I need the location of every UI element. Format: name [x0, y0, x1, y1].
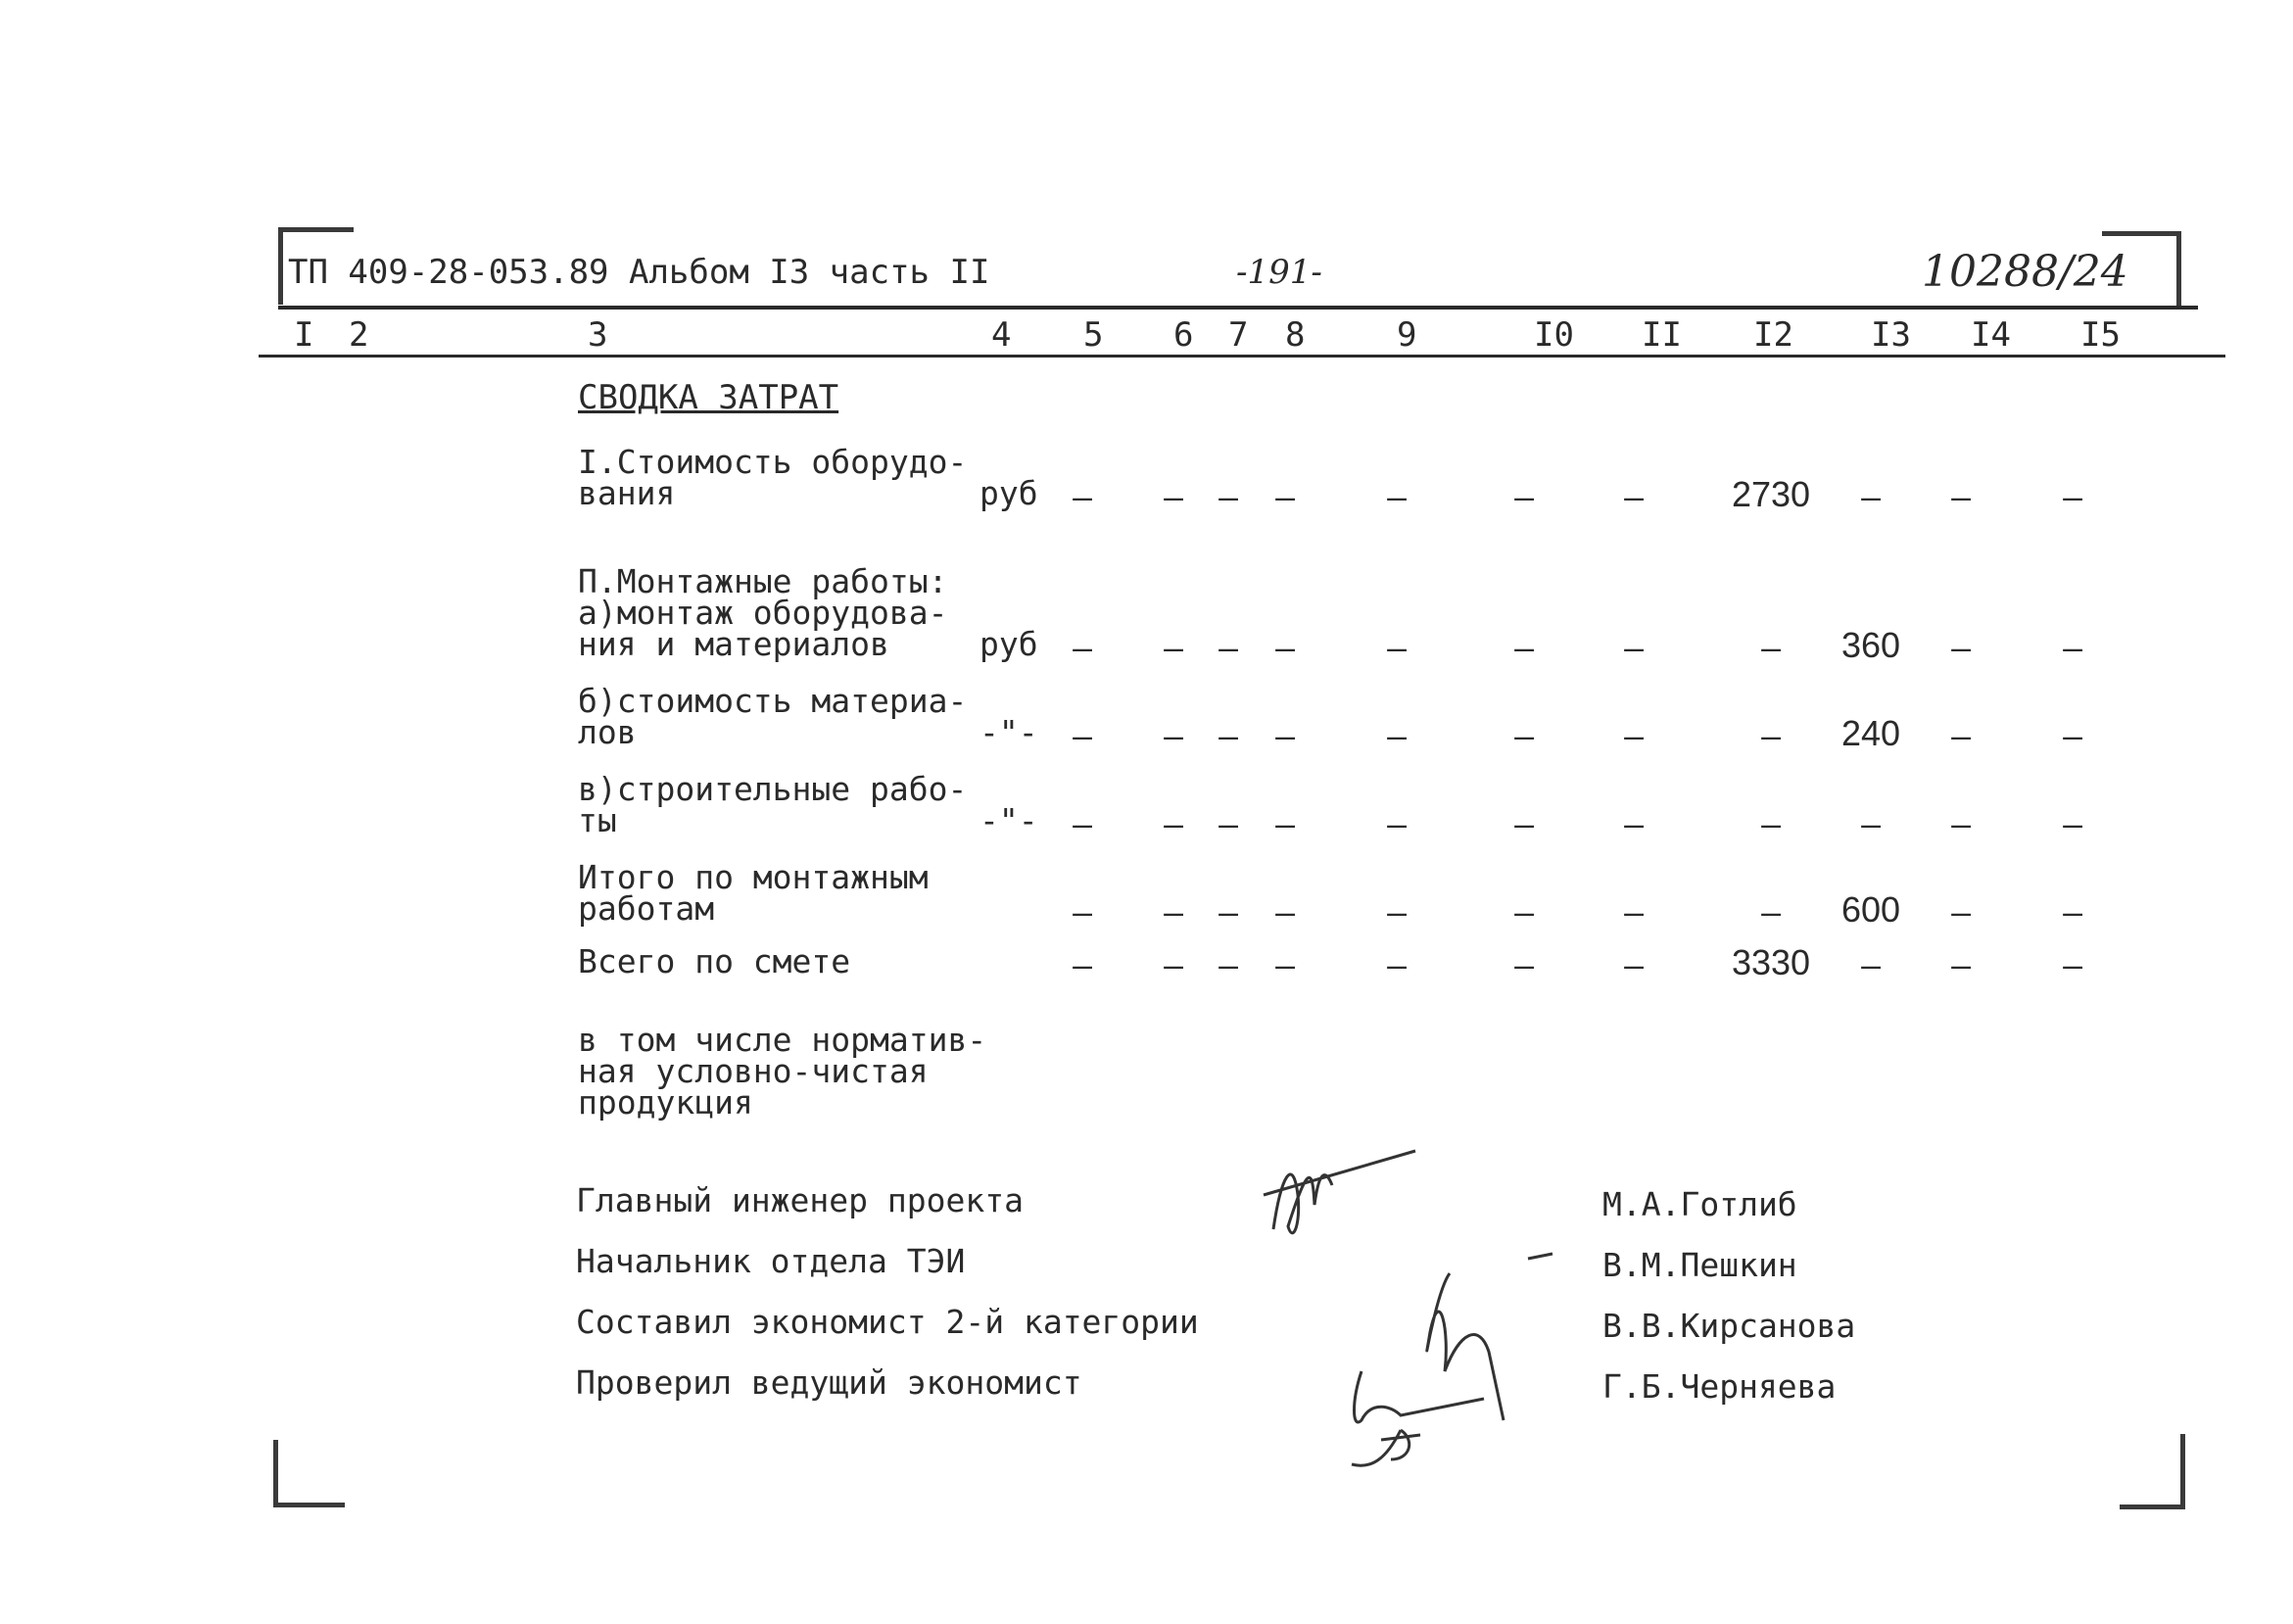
dash-cell: –: [1164, 629, 1183, 667]
signatory-role: Составил экономист 2-й категории: [576, 1303, 1199, 1341]
column-number: I5: [2080, 315, 2121, 355]
signatory-role: Начальник отдела ТЭИ: [576, 1242, 966, 1280]
column-number: 9: [1397, 315, 1417, 355]
row-label: I.Стоимость оборудо- вания: [578, 443, 968, 512]
dash-cell: –: [2063, 946, 2082, 984]
dash-cell: –: [1861, 805, 1881, 843]
column-number: 6: [1173, 315, 1194, 355]
dash-cell: –: [1624, 478, 1644, 516]
column-number: 8: [1285, 315, 1306, 355]
row-label: Всего по смете: [578, 942, 851, 980]
row-label: а)монтаж оборудова- ния и материалов: [578, 594, 948, 663]
corner-bracket-bottom-left: [273, 1440, 345, 1507]
dash-cell: –: [1624, 893, 1644, 931]
dash-cell: –: [1218, 629, 1238, 667]
dash-cell: –: [1073, 717, 1092, 755]
dash-cell: –: [1861, 946, 1881, 984]
cost-value: 600: [1840, 889, 1901, 930]
row-unit: руб: [979, 474, 1038, 512]
dash-cell: –: [1275, 717, 1295, 755]
signatory-role: Главный инженер проекта: [576, 1181, 1024, 1219]
section-title: СВОДКА ЗАТРАТ: [578, 378, 839, 417]
dash-cell: –: [1861, 478, 1881, 516]
dash-cell: –: [1073, 629, 1092, 667]
header-rule: [278, 306, 2198, 310]
dash-cell: –: [1951, 478, 1971, 516]
dash-cell: –: [2063, 629, 2082, 667]
column-number: I4: [1971, 315, 2011, 355]
dash-cell: –: [1624, 805, 1644, 843]
dash-cell: –: [2063, 717, 2082, 755]
signature-peshkin: [1427, 1254, 1553, 1420]
dash-cell: –: [1164, 946, 1183, 984]
dash-cell: –: [1073, 946, 1092, 984]
dash-cell: –: [1761, 717, 1781, 755]
signatory-name: В.В.Кирсанова: [1602, 1307, 1856, 1345]
column-rule: [259, 355, 2225, 358]
dash-cell: –: [1275, 478, 1295, 516]
dash-cell: –: [1275, 893, 1295, 931]
dash-cell: –: [1624, 717, 1644, 755]
signature-kirsanova: [1355, 1371, 1485, 1422]
dash-cell: –: [1073, 478, 1092, 516]
corner-bracket-bottom-right: [2120, 1434, 2185, 1509]
signature-chernyaeva: [1352, 1430, 1420, 1465]
column-number: I3: [1871, 315, 1911, 355]
dash-cell: –: [1514, 946, 1534, 984]
column-number: I0: [1534, 315, 1574, 355]
dash-cell: –: [1218, 478, 1238, 516]
cost-value: 2730: [1731, 474, 1811, 514]
row-label: в)строительные рабо- ты: [578, 770, 968, 839]
cost-value: 3330: [1731, 942, 1811, 982]
cost-value: 360: [1840, 625, 1901, 665]
dash-cell: –: [1951, 629, 1971, 667]
dash-cell: –: [1951, 946, 1971, 984]
row-unit: руб: [979, 625, 1038, 663]
dash-cell: –: [2063, 893, 2082, 931]
dash-cell: –: [1761, 893, 1781, 931]
column-number: II: [1642, 315, 1682, 355]
dash-cell: –: [1624, 946, 1644, 984]
dash-cell: –: [1218, 717, 1238, 755]
column-number: 3: [588, 315, 608, 355]
dash-cell: –: [1514, 805, 1534, 843]
column-number: 5: [1083, 315, 1104, 355]
page-number: -191-: [1236, 253, 1322, 292]
column-number: I2: [1753, 315, 1793, 355]
row-label: П.Монтажные работы:: [578, 562, 948, 600]
row-unit: -"-: [979, 801, 1038, 839]
column-number: I: [294, 315, 314, 355]
dash-cell: –: [1275, 805, 1295, 843]
dash-cell: –: [1514, 478, 1534, 516]
dash-cell: –: [1275, 946, 1295, 984]
column-number: 4: [991, 315, 1012, 355]
column-number: 7: [1228, 315, 1249, 355]
dash-cell: –: [1387, 893, 1407, 931]
dash-cell: –: [1624, 629, 1644, 667]
dash-cell: –: [1514, 629, 1534, 667]
dash-cell: –: [1951, 717, 1971, 755]
dash-cell: –: [1387, 629, 1407, 667]
signatory-name: В.М.Пешкин: [1602, 1246, 1797, 1284]
row-unit: -"-: [979, 713, 1038, 751]
dash-cell: –: [1218, 893, 1238, 931]
dash-cell: –: [2063, 805, 2082, 843]
dash-cell: –: [1951, 805, 1971, 843]
dash-cell: –: [1387, 946, 1407, 984]
archive-number: 10288/24: [1922, 247, 2128, 297]
column-number: 2: [349, 315, 369, 355]
dash-cell: –: [1164, 805, 1183, 843]
dash-cell: –: [1164, 717, 1183, 755]
dash-cell: –: [1387, 478, 1407, 516]
row-label: Итого по монтажным работам: [578, 858, 929, 928]
handwritten-signatures: [1254, 1136, 1567, 1469]
dash-cell: –: [1218, 805, 1238, 843]
signatory-name: Г.Б.Черняева: [1602, 1367, 1837, 1406]
dash-cell: –: [1514, 893, 1534, 931]
row-label: б)стоимость материа- лов: [578, 682, 968, 751]
document-code: ТП 409-28-053.89 Альбом I3 часть II: [288, 253, 990, 292]
dash-cell: –: [1514, 717, 1534, 755]
cost-value: 240: [1840, 713, 1901, 753]
dash-cell: –: [1073, 805, 1092, 843]
dash-cell: –: [1387, 805, 1407, 843]
dash-cell: –: [1951, 893, 1971, 931]
dash-cell: –: [1164, 893, 1183, 931]
dash-cell: –: [1387, 717, 1407, 755]
dash-cell: –: [2063, 478, 2082, 516]
dash-cell: –: [1761, 629, 1781, 667]
signature-gotlib: [1264, 1151, 1415, 1233]
dash-cell: –: [1275, 629, 1295, 667]
row-label: в том числе норматив- ная условно-чистая продукция: [578, 1021, 987, 1122]
dash-cell: –: [1761, 805, 1781, 843]
signatory-name: М.А.Готлиб: [1602, 1185, 1797, 1223]
dash-cell: –: [1164, 478, 1183, 516]
dash-cell: –: [1073, 893, 1092, 931]
dash-cell: –: [1218, 946, 1238, 984]
signatory-role: Проверил ведущий экономист: [576, 1363, 1082, 1402]
